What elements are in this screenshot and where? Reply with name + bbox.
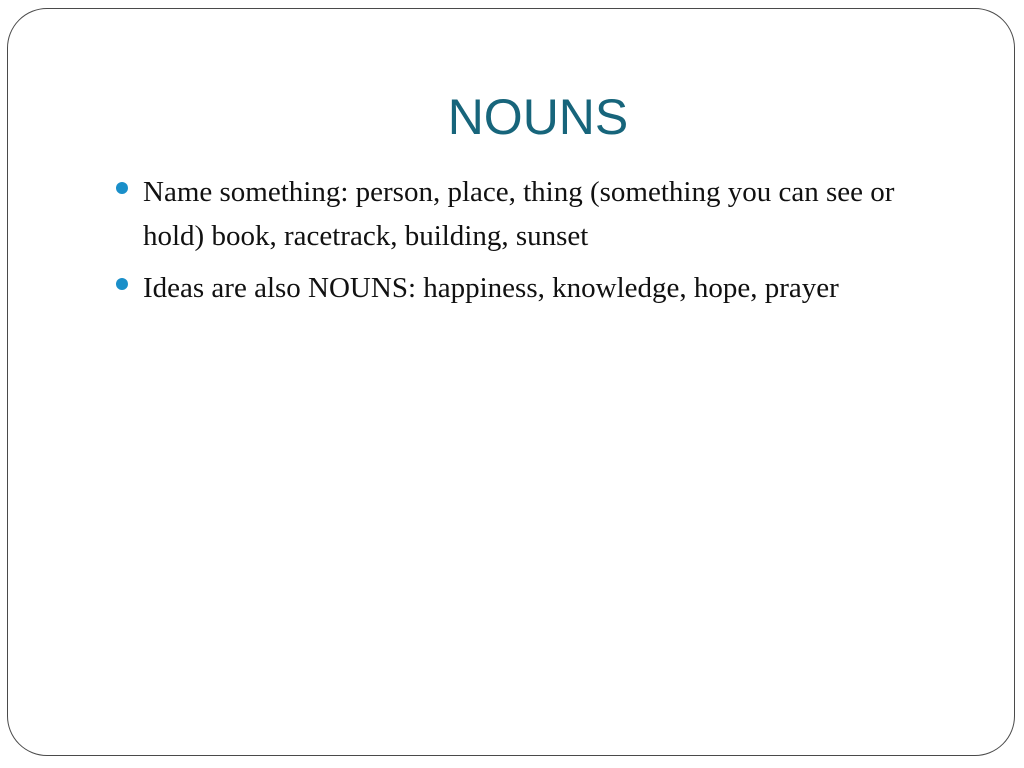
bullet-dot-icon — [116, 182, 128, 194]
bullet-text: Name something: person, place, thing (something you can see or hold) book, racetrack, building, sunset — [143, 176, 895, 252]
bullet-text: Ideas are also NOUNS: happiness, knowledge, hope, prayer — [143, 272, 839, 304]
bullet-item — [112, 170, 942, 258]
bullet-dot-icon — [116, 278, 128, 290]
bullet-list — [112, 170, 942, 318]
bullet-item — [112, 266, 942, 310]
slide-title: NOUNS — [447, 89, 629, 145]
